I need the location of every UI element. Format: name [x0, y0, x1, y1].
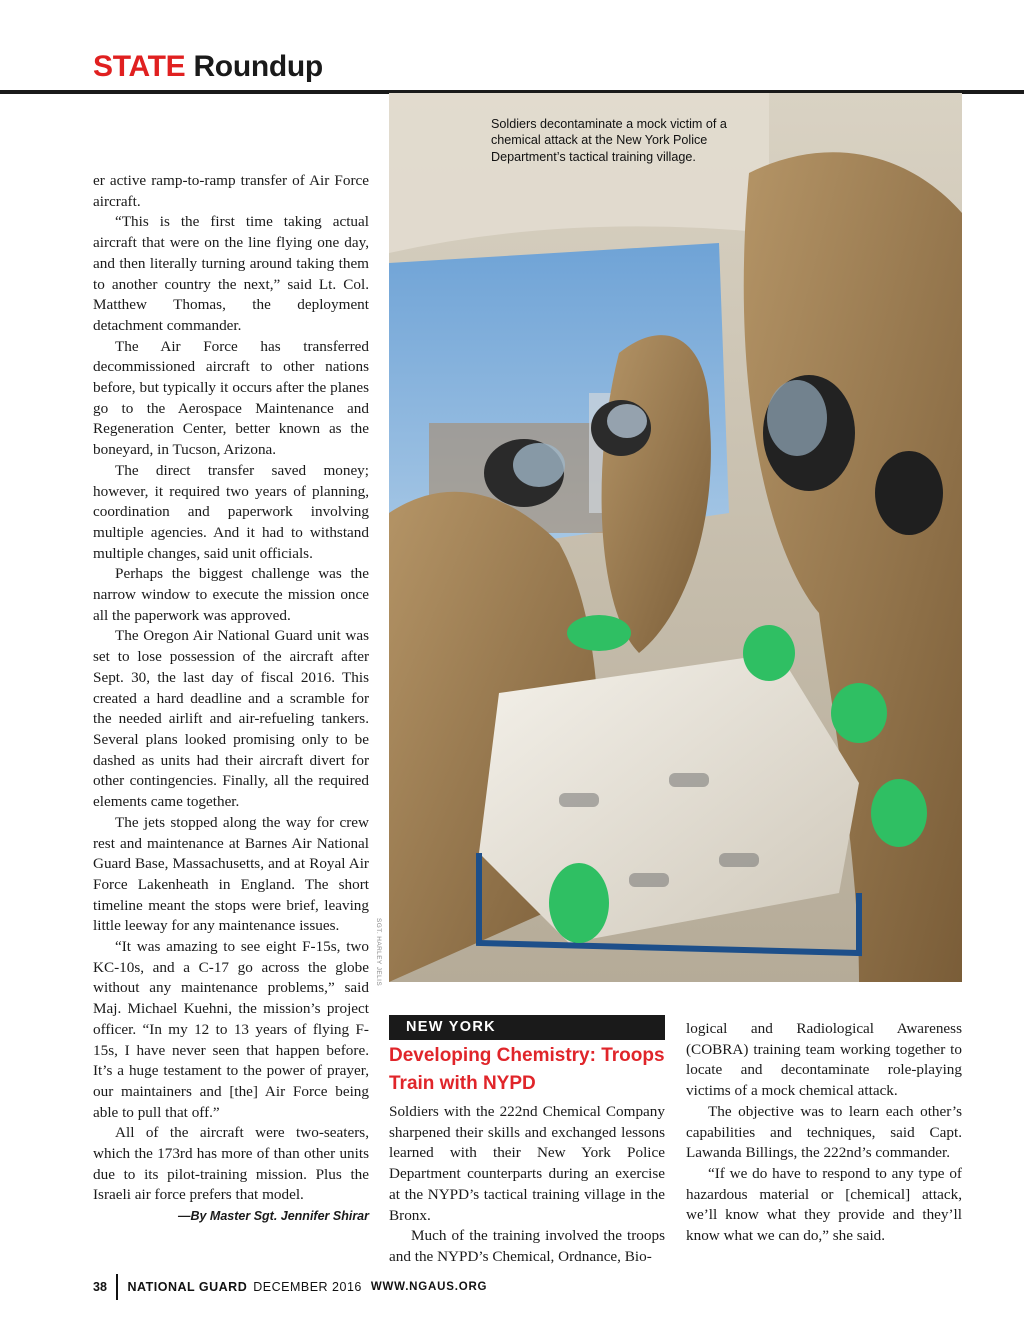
footer-divider	[116, 1274, 118, 1300]
right-column	[686, 1019, 962, 1247]
paragraph: The direct transfer saved money; however, it required two years of planning, coordination and paperwork involving multiple agencies. And it had to withstand multiple changes, said unit officials.	[93, 461, 369, 562]
paragraph: The jets stopped along the way for crew rest and maintenance at Barnes Air National Guard Base, Massachusetts, and at Royal Air Force Lakenheath in England. The short timeline meant the stops were brief, leaving little leeway for any maintenance issues.	[93, 813, 369, 935]
photo-credit-text: SGT. HARLEY JELIS	[375, 918, 382, 987]
magazine-name: NATIONAL GUARD	[127, 1280, 248, 1294]
section-label: NEW YORK	[406, 1019, 496, 1035]
byline: —By Master Sgt. Jennifer Shirar	[177, 1209, 369, 1224]
article-headline: Developing Chemistry: Troops Train with NYPD	[389, 1045, 665, 1094]
paragraph: er active ramp-to-ramp transfer of Air Force aircraft.	[93, 172, 369, 210]
website-link[interactable]: WWW.NGAUS.ORG	[370, 1281, 488, 1293]
paragraph: The Oregon Air National Guard unit was set to lose possession of the aircraft after Sept. 30, the last day of fiscal 2016. This created a hard deadline and a scramble for the needed airlift and air-refueling tankers. Several plans looked promising only to be dashed as units had their aircraft divert for other contingencies. Finally, all the required elements came together.	[93, 627, 369, 811]
page-number: 38	[93, 1280, 107, 1294]
paragraph: Much of the training involved the troops and the NYPD’s Chemical, Ordnance, Bio-	[389, 1227, 665, 1265]
section-label-bar	[389, 1015, 665, 1040]
decontamination-photo	[389, 93, 962, 982]
photo-credit	[372, 918, 386, 988]
paragraph: “It was amazing to see eight F-15s, two KC-10s, and a C-17 go across the globe without any maintenance problems,” said Maj. Michael Kuehni, the mission’s project officer. “In my 12 to 13 years of flying F-15s, I have never seen that happen before. It’s a huge testament to the power of prayer, our maintainers and [the] Air Force being able to pull that off.”	[93, 938, 369, 1121]
middle-column	[389, 1102, 665, 1268]
paragraph: The objective was to learn each other’s capabilities and techniques, said Capt. Lawanda Billings, the 222nd’s commander.	[686, 1102, 962, 1162]
page-footer	[93, 1274, 487, 1300]
paragraph: “If we do have to respond to any type of hazardous material or [chemical] attack, we’ll know what they provide and they’ll know what we can do,” she said.	[686, 1164, 962, 1245]
photo-caption: Soldiers decontaminate a mock victim of a chemical attack at the New York Police Department’s tactical training village.	[491, 117, 727, 164]
issue-date: DECEMBER 2016	[253, 1280, 362, 1294]
section-accent: STATE	[93, 50, 186, 83]
left-column	[93, 171, 369, 1227]
section-header	[93, 50, 323, 84]
paragraph: Soldiers with the 222nd Chemical Company sharpened their skills and exchanged lessons learned with their New York Police Department counterparts during an exercise at the NYPD’s tactical training village in the Bronx.	[389, 1103, 665, 1224]
paragraph: Perhaps the biggest challenge was the narrow window to execute the mission once all the paperwork was approved.	[93, 565, 369, 624]
paragraph: The Air Force has transferred decommissioned aircraft to other nations before, but typically it occurs after the planes go to the Aerospace Maintenance and Regeneration Center, better known as the boneyard, in Tucson, Arizona.	[93, 337, 369, 459]
paragraph: All of the aircraft were two-seaters, which the 173rd has more of than other units due to its pilot-training mission. Plus the Israeli air force prefers that model.	[93, 1124, 369, 1204]
paragraph: “This is the first time taking actual aircraft that were on the line flying one day, and then literally turning around taking them to another country the next,” said Lt. Col. Matthew Thomas, the deployment detachment commander.	[93, 213, 369, 334]
section-title: Roundup	[193, 50, 323, 83]
paragraph: logical and Radiological Awareness (COBRA) training team working together to locate and decontaminate role-playing victims of a mock chemical attack.	[686, 1020, 962, 1100]
